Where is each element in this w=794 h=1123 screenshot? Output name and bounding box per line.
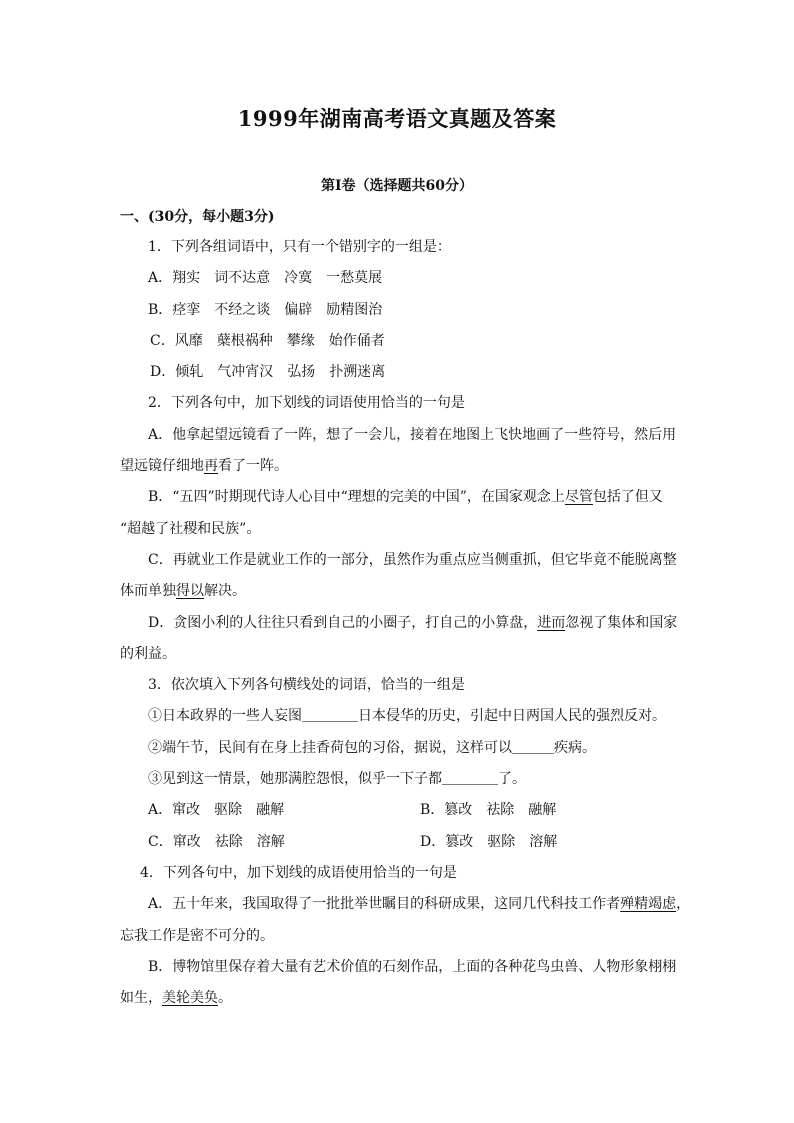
q4-option-b-line1: B．博物馆里保存着大量有艺术价值的石刻作品，上面的各种花鸟虫兽、人物形象栩栩 bbox=[148, 958, 677, 975]
q1-stem: 1．下列各组词语中，只有一个错别字的一组是： bbox=[148, 239, 451, 255]
q4-option-a-line1: A．五十年来，我国取得了一批批举世瞩目的科研成果，这同几代科技工作者殚精竭虑， bbox=[148, 896, 691, 913]
q1-option-b: B．痉挛 不经之谈 偏辟 励精图治 bbox=[148, 301, 383, 318]
q4-stem: 4．下列各句中，加下划线的成语使用恰当的一句是 bbox=[140, 864, 457, 881]
q1-option-d: D．倾轧 气冲宵汉 弘扬 扑溯迷离 bbox=[150, 364, 386, 381]
q3-option-a: A．窜改 驱除 融解 bbox=[148, 802, 285, 819]
q4-option-b-line2: 如生，美轮美奂。 bbox=[120, 990, 232, 1007]
q2-option-c-line2: 体而单独得以解决。 bbox=[120, 583, 246, 600]
q3-stem: 3．依次填入下列各句横线处的词语，恰当的一组是 bbox=[148, 677, 465, 694]
q1-option-a: A．翔实 词不达意 冷寞 一愁莫展 bbox=[148, 270, 383, 287]
q2-option-a-line1: A．他拿起望远镜看了一阵，想了一会儿，接着在地图上飞快地画了一些符号，然后用 bbox=[148, 426, 677, 443]
underlined-idiom: 殚精竭虑 bbox=[620, 896, 677, 913]
q2-option-a-line2: 望远镜仔细地再看了一阵。 bbox=[120, 458, 288, 475]
q2-option-d-line2: 的利益。 bbox=[120, 645, 176, 662]
section-heading: 一、(30分，每小题3分) bbox=[120, 209, 275, 225]
q1-option-c: C．风靡 蘖根祸种 攀缘 始作俑者 bbox=[150, 332, 385, 349]
part-heading: 第Ⅰ卷（选择题共60分） bbox=[320, 178, 474, 194]
q2-option-b-line1: B．“五四”时期现代诗人心目中“理想的完美的中国”，在国家观念上尽管包括了但又 bbox=[148, 489, 663, 506]
underlined-idiom: 美轮美奂 bbox=[162, 990, 218, 1007]
underlined-word: 得以 bbox=[176, 583, 204, 600]
q3-option-c: C．窜改 祛除 溶解 bbox=[148, 833, 285, 850]
q2-option-b-line2: “超越了社稷和民族”。 bbox=[120, 520, 261, 537]
q3-options-row-2 bbox=[120, 831, 680, 862]
underlined-word: 进而 bbox=[537, 614, 566, 631]
q3-options-row-1 bbox=[120, 799, 680, 830]
underlined-word: 尽管 bbox=[564, 489, 593, 506]
q2-stem: 2．下列各句中，加下划线的词语使用恰当的一句是 bbox=[148, 395, 465, 412]
q3-option-b: B．篡改 祛除 融解 bbox=[420, 802, 557, 819]
q3-sentence-3: ③见到这一情景，她那满腔怨恨，似乎一下子都＿＿＿＿了。 bbox=[148, 771, 526, 788]
underlined-word: 再 bbox=[204, 458, 218, 475]
q3-sentence-1: ①日本政界的一些人妄图＿＿＿＿日本侵华的历史，引起中日两国人民的强烈反对。 bbox=[148, 708, 666, 725]
q2-option-c-line1: C．再就业工作是就业工作的一部分，虽然作为重点应当侧重抓，但它毕竟不能脱离整 bbox=[148, 551, 677, 568]
question-body bbox=[120, 236, 691, 1018]
q3-sentence-2: ②端午节，民间有在身上挂香荷包的习俗，据说，这样可以＿＿＿疾病。 bbox=[148, 739, 596, 756]
q3-option-d: D．篡改 驱除 溶解 bbox=[420, 833, 558, 850]
document-title: 1999年湖南高考语文真题及答案 bbox=[237, 106, 557, 131]
q4-option-a-line2: 忘我工作是密不可分的。 bbox=[120, 927, 274, 944]
q2-option-d-line1: D．贪图小利的人往往只看到自己的小圈子，打自己的小算盘，进而忽视了集体和国家 bbox=[148, 614, 678, 631]
